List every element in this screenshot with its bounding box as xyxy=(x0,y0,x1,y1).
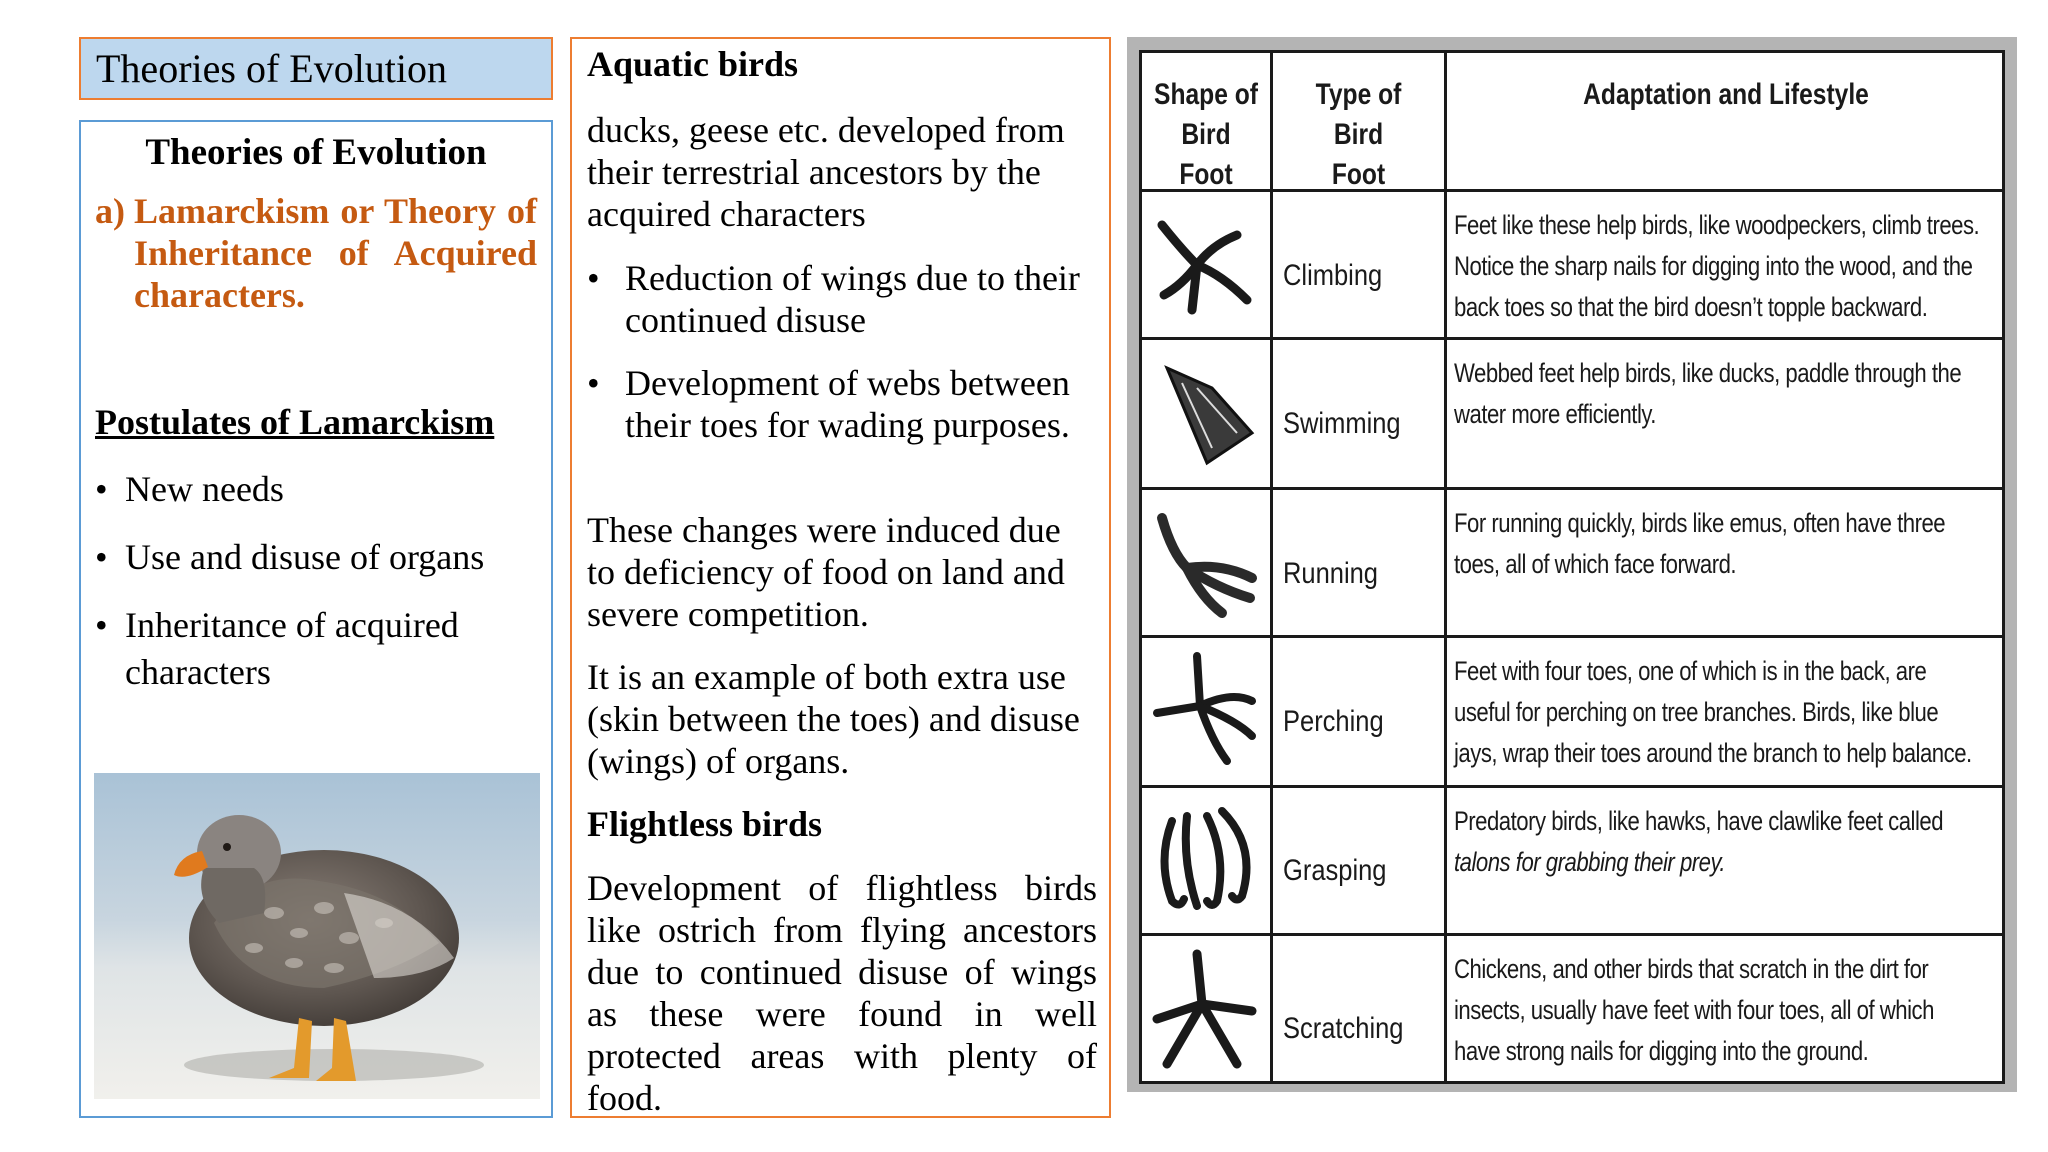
postulates-list xyxy=(95,466,535,717)
desc-line: toes, all of which face forward. xyxy=(1454,549,1737,579)
duck-photo xyxy=(94,773,540,1099)
postulate-text: Inheritance of acquired characters xyxy=(125,605,459,692)
bullet-glyph: • xyxy=(587,258,600,298)
grasping-foot-icon xyxy=(1152,801,1262,919)
desc-line: For running quickly, birds like emus, often have three xyxy=(1454,508,1946,538)
header-adaptation: Adaptation and Lifestyle xyxy=(1583,78,1869,111)
bird-foot-table-image xyxy=(1127,37,2017,1092)
header-shape-line: Shape of xyxy=(1154,78,1258,111)
header-shape-line: Bird Foot xyxy=(1179,118,1233,191)
theory-marker: a) xyxy=(95,191,125,231)
slide-title: Theories of Evolution xyxy=(79,37,553,100)
postulate-item xyxy=(95,602,535,696)
desc-line: water more efficiently. xyxy=(1454,399,1656,429)
theory-item xyxy=(95,190,537,316)
header-shape xyxy=(1154,75,1259,195)
header-type xyxy=(1288,75,1428,195)
desc-running xyxy=(1454,503,1995,585)
postulate-item xyxy=(95,534,535,581)
aquatic-point-text: Reduction of wings due to their continued disuse xyxy=(625,258,1080,340)
type-grasping: Grasping xyxy=(1283,854,1387,887)
desc-grasping xyxy=(1454,801,1995,883)
aquatic-intro: ducks, geese etc. developed from their terrestrial ancestors by the acquired characters xyxy=(587,110,1065,234)
climbing-foot-icon xyxy=(1152,205,1262,323)
aquatic-point-text: Development of webs between their toes for wading purposes. xyxy=(625,363,1070,445)
desc-scratching xyxy=(1454,949,1995,1072)
aquatic-point xyxy=(587,362,1135,446)
bird-foot-table xyxy=(1139,50,2005,1084)
desc-climbing xyxy=(1454,205,1995,328)
postulate-item xyxy=(95,466,535,513)
desc-line: Predatory birds, like hawks, have clawlike feet called xyxy=(1454,806,1944,836)
bullet-glyph: • xyxy=(95,537,108,577)
bullet-glyph: • xyxy=(95,469,108,509)
induced-text: These changes were induced due to deficiency of food on land and severe competition. xyxy=(587,510,1065,634)
flightless-text: Development of flightless birds like ostrich from flying ancestors due to continued disuse of wings as these were found in well protected areas with plenty of food. xyxy=(587,868,1097,1118)
postulate-text: Use and disuse of organs xyxy=(125,537,485,577)
perching-foot-icon xyxy=(1152,651,1262,769)
type-running: Running xyxy=(1283,557,1379,590)
desc-perching xyxy=(1454,651,1995,774)
desc-line: have strong nails for digging into the ground. xyxy=(1454,1036,1869,1066)
desc-line: talons for grabbing their prey. xyxy=(1454,847,1726,877)
bullet-glyph: • xyxy=(587,363,600,403)
desc-line: Chickens, and other birds that scratch in the dirt for xyxy=(1454,954,1929,984)
scratching-foot-icon xyxy=(1152,949,1262,1074)
running-foot-icon xyxy=(1152,503,1262,621)
left-heading: Theories of Evolution xyxy=(145,132,487,173)
left-panel xyxy=(79,120,553,1118)
desc-line: Webbed feet help birds, like ducks, paddle through the xyxy=(1454,358,1962,388)
postulates-heading: Postulates of Lamarckism xyxy=(95,402,495,442)
aquatic-point xyxy=(587,257,1135,341)
theory-text: Lamarckism or Theory of Inheritance of Acquired characters. xyxy=(134,191,537,315)
example-text: It is an example of both extra use (skin between the toes) and disuse (wings) of organs. xyxy=(587,657,1080,781)
type-perching: Perching xyxy=(1283,705,1384,738)
desc-line: useful for perching on tree branches. Birds, like blue xyxy=(1454,697,1939,727)
type-scratching: Scratching xyxy=(1283,1012,1404,1045)
postulate-text: New needs xyxy=(125,469,284,509)
middle-panel xyxy=(570,37,1111,1118)
desc-line: Feet with four toes, one of which is in the back, are xyxy=(1454,656,1927,686)
desc-line: insects, usually have feet with four toes, all of which xyxy=(1454,995,1934,1025)
header-type-line: Type of Bird xyxy=(1315,78,1402,151)
swimming-foot-icon xyxy=(1152,353,1262,471)
flightless-heading: Flightless birds xyxy=(587,804,823,844)
desc-line: Notice the sharp nails for digging into the wood, and the xyxy=(1454,251,1973,281)
aquatic-heading: Aquatic birds xyxy=(587,44,799,84)
desc-line: back toes so that the bird doesn’t topple backward. xyxy=(1454,292,1928,322)
type-climbing: Climbing xyxy=(1283,259,1383,292)
type-swimming: Swimming xyxy=(1283,407,1401,440)
desc-line: jays, wrap their toes around the branch to help balance. xyxy=(1454,738,1972,768)
desc-swimming xyxy=(1454,353,1995,435)
desc-line: Feet like these help birds, like woodpeckers, climb trees. xyxy=(1454,210,1980,240)
bullet-glyph: • xyxy=(95,605,108,645)
header-type-line: Foot xyxy=(1331,158,1386,191)
